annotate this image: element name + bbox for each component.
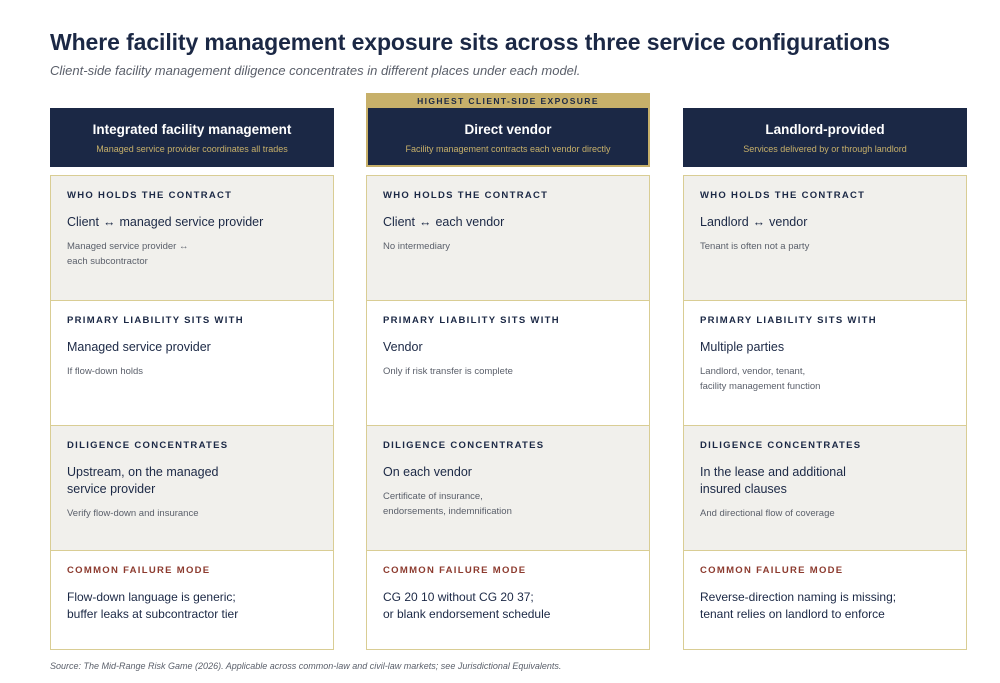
contract-note: Managed service provider ↔ each subcontractor (67, 241, 189, 267)
diligence-note: And directional flow of coverage (700, 508, 835, 519)
failure-text: Flow-down language is generic; buffer leaks at subcontractor tier (67, 590, 239, 621)
liability-card (366, 300, 650, 426)
liability-main: Multiple parties (700, 340, 785, 354)
diligence-card (366, 425, 650, 551)
column-header (50, 108, 334, 167)
failure-label: COMMON FAILURE MODE (700, 565, 844, 576)
contract-note: No intermediary (383, 241, 451, 252)
diligence-card (50, 425, 334, 551)
contract-parties: Client ↔ managed service provider (67, 215, 264, 229)
column-title: Integrated facility management (92, 122, 292, 137)
column-subtitle: Managed service provider coordinates all trades (96, 144, 288, 154)
bidirectional-arrow-icon: ↔ (752, 215, 766, 229)
diligence-label: DILIGENCE CONCENTRATES (67, 440, 229, 451)
page-title: Where facility management exposure sits across three service configurations (50, 29, 890, 55)
source-note: Source: The Mid-Range Risk Game (2026). Applicable across common-law and civil-law markets; see Jurisdictional Equivalents. (50, 661, 562, 671)
diligence-main: Upstream, on the managed service provider (67, 465, 219, 496)
bidirectional-arrow-icon: ↔ (418, 215, 432, 229)
liability-note: Only if risk transfer is complete (383, 366, 513, 377)
diligence-label: DILIGENCE CONCENTRATES (700, 440, 862, 451)
diligence-label: DILIGENCE CONCENTRATES (383, 440, 545, 451)
failure-text: CG 20 10 without CG 20 37; or blank endorsement schedule (383, 590, 551, 621)
contract-label: WHO HOLDS THE CONTRACT (700, 190, 866, 201)
diligence-note: Certificate of insurance, endorsements, indemnification (383, 491, 512, 517)
column-title: Landlord-provided (765, 122, 885, 137)
failure-card (50, 550, 334, 650)
contract-parties: Landlord ↔ vendor (700, 215, 808, 229)
liability-main: Managed service provider (67, 340, 211, 354)
liability-label: PRIMARY LIABILITY SITS WITH (67, 315, 244, 326)
diligence-main: On each vendor (383, 465, 472, 479)
column-subtitle: Facility management contracts each vendor directly (405, 144, 611, 154)
column-header (683, 108, 967, 167)
contract-note: Tenant is often not a party (700, 241, 810, 252)
contract-label: WHO HOLDS THE CONTRACT (67, 190, 233, 201)
failure-text: Reverse-direction naming is missing; tenant relies on landlord to enforce (700, 590, 897, 621)
bidirectional-arrow-icon: ↔ (102, 215, 116, 229)
column-subtitle: Services delivered by or through landlord (743, 144, 907, 154)
liability-card (50, 300, 334, 426)
page-subtitle: Client-side facility management diligence concentrates in different places under each model. (50, 63, 581, 78)
liability-label: PRIMARY LIABILITY SITS WITH (383, 315, 560, 326)
contract-card (683, 175, 967, 301)
failure-card (683, 550, 967, 650)
diligence-note: Verify flow-down and insurance (67, 508, 199, 519)
liability-label: PRIMARY LIABILITY SITS WITH (700, 315, 877, 326)
diligence-main: In the lease and additional insured clauses (700, 465, 846, 496)
contract-card (50, 175, 334, 301)
diligence-card (683, 425, 967, 551)
contract-label: WHO HOLDS THE CONTRACT (383, 190, 549, 201)
liability-main: Vendor (383, 340, 423, 354)
highest-exposure-banner: HIGHEST CLIENT-SIDE EXPOSURE (366, 93, 650, 109)
contract-card (366, 175, 650, 301)
column-header (366, 108, 650, 167)
failure-card (366, 550, 650, 650)
liability-card (683, 300, 967, 426)
column-title: Direct vendor (464, 122, 552, 137)
failure-label: COMMON FAILURE MODE (383, 565, 527, 576)
contract-parties: Client ↔ each vendor (383, 215, 505, 229)
liability-note: If flow-down holds (67, 366, 144, 377)
liability-note: Landlord, vendor, tenant, facility management function (700, 366, 821, 392)
failure-label: COMMON FAILURE MODE (67, 565, 211, 576)
